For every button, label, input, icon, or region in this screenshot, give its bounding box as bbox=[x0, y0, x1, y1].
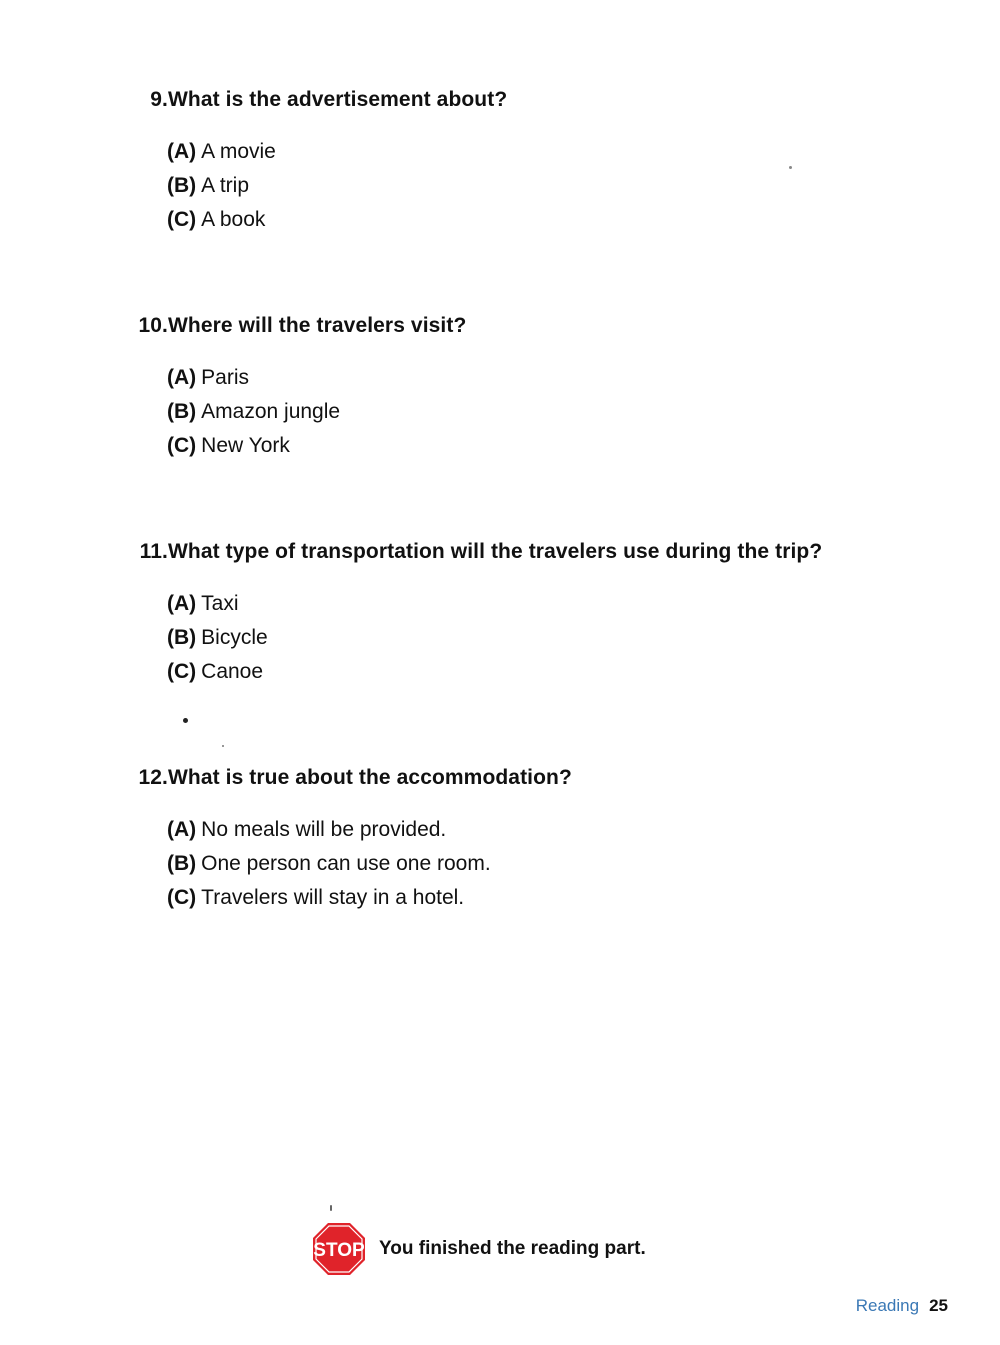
stop-notice bbox=[312, 1222, 646, 1276]
option-c bbox=[167, 429, 888, 463]
option-letter: (A) bbox=[167, 592, 197, 615]
stop-sign-icon bbox=[312, 1222, 366, 1276]
question-9 bbox=[128, 87, 888, 237]
option-list bbox=[128, 587, 888, 689]
option-text: No meals will be provided. bbox=[201, 818, 447, 841]
option-text: Amazon jungle bbox=[201, 400, 341, 423]
option-a bbox=[167, 361, 888, 395]
option-text: Taxi bbox=[201, 592, 239, 615]
option-letter: (B) bbox=[167, 852, 197, 875]
option-letter: (C) bbox=[167, 208, 197, 231]
question-text: What is the advertisement about? bbox=[168, 88, 508, 111]
scan-speck bbox=[330, 1205, 332, 1211]
page-footer bbox=[856, 1296, 948, 1316]
question-10 bbox=[128, 313, 888, 463]
scan-speck bbox=[222, 745, 224, 747]
option-a bbox=[167, 813, 888, 847]
option-list bbox=[128, 813, 888, 915]
option-letter: (A) bbox=[167, 366, 197, 389]
option-text: Canoe bbox=[201, 660, 264, 683]
stop-message: You finished the reading part. bbox=[379, 1238, 646, 1259]
option-a bbox=[167, 135, 888, 169]
option-letter: (C) bbox=[167, 434, 197, 457]
question-number: 9. bbox=[150, 88, 168, 111]
option-b bbox=[167, 395, 888, 429]
option-text: New York bbox=[201, 434, 290, 457]
page-number: 25 bbox=[929, 1296, 948, 1315]
option-text: One person can use one room. bbox=[201, 852, 491, 875]
option-letter: (A) bbox=[167, 140, 197, 163]
option-letter: (A) bbox=[167, 818, 197, 841]
question-text: What type of transportation will the travelers use during the trip? bbox=[168, 540, 823, 563]
option-c bbox=[167, 655, 888, 689]
question-stem bbox=[128, 313, 888, 339]
option-text: Paris bbox=[201, 366, 250, 389]
stop-sign-label: STOP bbox=[313, 1240, 365, 1261]
option-letter: (B) bbox=[167, 174, 197, 197]
option-b bbox=[167, 621, 888, 655]
option-text: A book bbox=[201, 208, 266, 231]
question-stem bbox=[128, 539, 888, 565]
option-text: Bicycle bbox=[201, 626, 268, 649]
option-letter: (C) bbox=[167, 660, 197, 683]
option-text: Travelers will stay in a hotel. bbox=[201, 886, 465, 909]
option-a bbox=[167, 587, 888, 621]
question-number: 10. bbox=[138, 314, 168, 337]
question-11 bbox=[128, 539, 888, 689]
option-text: A movie bbox=[201, 140, 276, 163]
option-c bbox=[167, 203, 888, 237]
option-letter: (B) bbox=[167, 626, 197, 649]
question-text: Where will the travelers visit? bbox=[168, 314, 467, 337]
scan-speck bbox=[789, 166, 792, 169]
option-list bbox=[128, 135, 888, 237]
option-letter: (B) bbox=[167, 400, 197, 423]
option-b bbox=[167, 169, 888, 203]
stop-sign-shape bbox=[312, 1222, 366, 1276]
option-list bbox=[128, 361, 888, 463]
question-number: 11. bbox=[139, 540, 168, 563]
option-c bbox=[167, 881, 888, 915]
footer-section-label: Reading bbox=[855, 1296, 920, 1315]
question-text: What is true about the accommodation? bbox=[168, 766, 572, 789]
option-b bbox=[167, 847, 888, 881]
scan-speck bbox=[183, 718, 188, 723]
question-number: 12. bbox=[138, 766, 168, 789]
question-12 bbox=[128, 765, 888, 915]
question-stem bbox=[128, 87, 888, 113]
question-stem bbox=[128, 765, 888, 791]
option-text: A trip bbox=[201, 174, 250, 197]
option-letter: (C) bbox=[167, 886, 197, 909]
